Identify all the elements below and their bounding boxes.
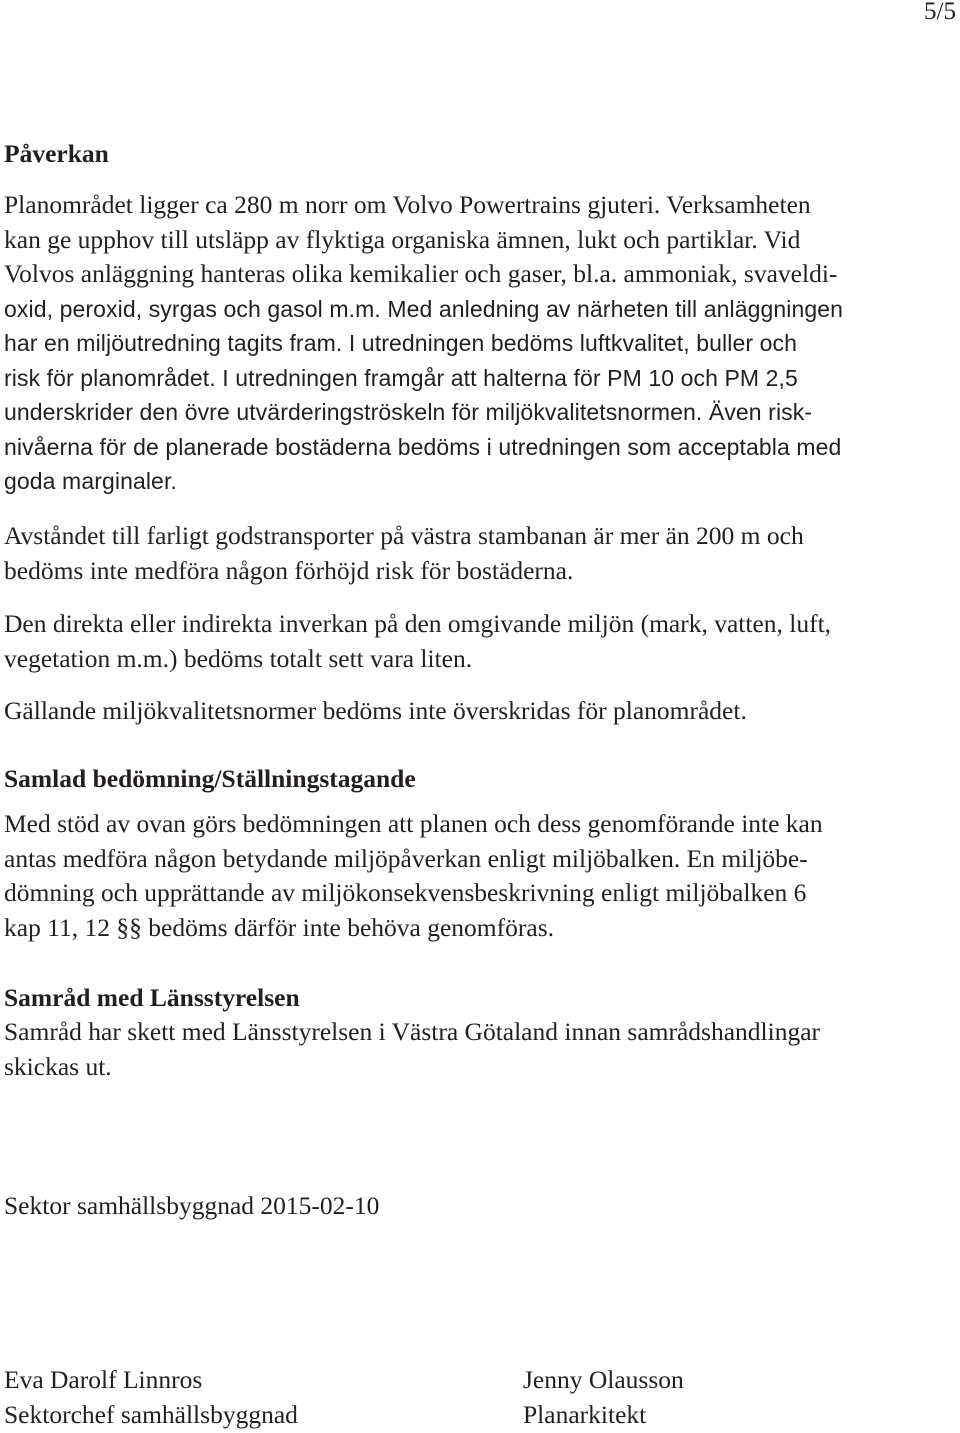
text-line: risk för planområdet. I utredningen framgår att halterna för PM 10 och PM 2,5: [4, 364, 798, 391]
paragraph-paverkan-2: [4, 519, 956, 588]
sender-line: Sektor samhällsbyggnad 2015-02-10: [4, 1191, 380, 1220]
text-line: bedöms inte medföra någon förhöjd risk för bostäderna.: [4, 555, 574, 585]
text-line: Med stöd av ovan görs bedömningen att planen och dess genomförande inte kan: [4, 809, 823, 838]
page-number: 5/5: [924, 0, 956, 25]
text-line: skickas ut.: [4, 1051, 112, 1081]
text-line: Planområdet ligger ca 280 m norr om Volvo Powertrains gjuteri. Verksamheten: [4, 190, 811, 219]
heading-samrad: Samråd med Länsstyrelsen: [4, 983, 300, 1012]
signatory-name: Eva Darolf Linnros: [4, 1365, 203, 1394]
signatory-name: Jenny Olausson: [523, 1365, 684, 1394]
heading-paverkan: Påverkan: [4, 139, 109, 168]
paragraph-samlad: [4, 807, 956, 945]
paragraph-paverkan-3: [4, 607, 956, 676]
text-line: vegetation m.m.) bedöms totalt sett vara liten.: [4, 643, 473, 673]
heading-samlad-bedomning: Samlad bedömning/Ställningstagande: [4, 764, 416, 793]
text-line: har en miljöutredning tagits fram. I utredningen bedöms luftkvalitet, buller och: [4, 330, 797, 356]
text-line: antas medföra någon betydande miljöpåverkan enligt miljöbalken. En miljöbe-: [4, 843, 808, 873]
paragraph-paverkan-1: [4, 188, 956, 499]
text-line: Den direkta eller indirekta inverkan på den omgivande miljön (mark, vatten, luft,: [4, 609, 832, 638]
text-line: underskrider den övre utvärderingströskeln för miljökvalitetsnormen. Även risk-: [4, 399, 813, 425]
text-line: Samråd har skett med Länsstyrelsen i Västra Götaland innan samrådshandlingar: [4, 1017, 821, 1046]
signatory-title: Planarkitekt: [523, 1400, 647, 1429]
text-line: dömning och upprättande av miljökonsekvensbeskrivning enligt miljöbalken 6: [4, 878, 807, 907]
text-line: kap 11, 12 §§ bedöms därför inte behöva genomföras.: [4, 912, 554, 942]
text-line: Avståndet till farligt godstransporter på västra stambanan är mer än 200 m och: [4, 521, 804, 550]
text-line: oxid, peroxid, syrgas och gasol m.m. Med anledning av närheten till anläggningen: [4, 295, 844, 322]
text-line: nivåerna för de planerade bostäderna bedöms i utredningen som acceptabla med: [4, 433, 842, 460]
signatory-2: [523, 1362, 684, 1432]
text-line: goda marginaler.: [4, 468, 177, 494]
paragraph-paverkan-4: Gällande miljökvalitetsnormer bedöms inte överskridas för planområdet.: [4, 696, 747, 725]
signatory-title: Sektorchef samhällsbyggnad: [4, 1400, 298, 1429]
text-line: Volvos anläggning hanteras olika kemikalier och gaser, bl.a. ammoniak, svaveldi-: [4, 259, 838, 288]
signatory-1: [4, 1362, 298, 1432]
text-line: kan ge upphov till utsläpp av flyktiga organiska ämnen, lukt och partiklar. Vid: [4, 224, 801, 254]
paragraph-samrad: [4, 1015, 956, 1084]
